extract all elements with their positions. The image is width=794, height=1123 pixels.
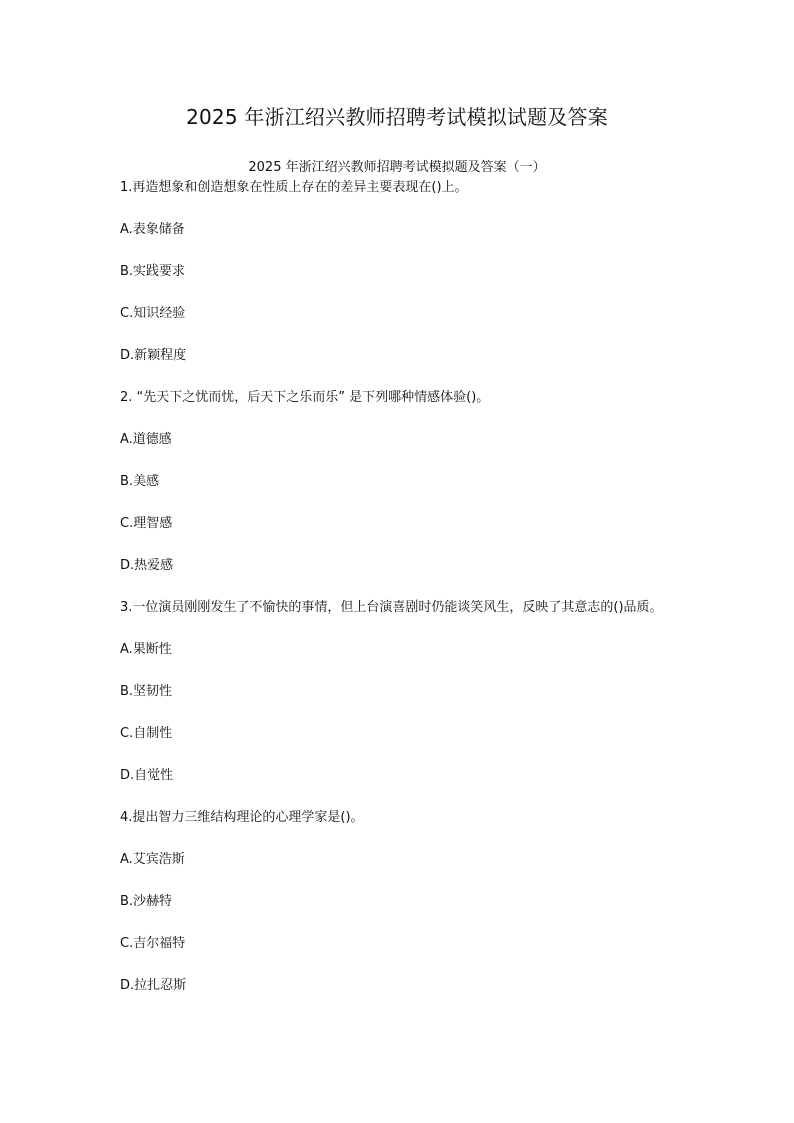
question-1 [120,178,680,388]
option-b: B.坚韧性 [120,684,173,699]
option-c: C.知识经验 [120,306,186,321]
question-4 [120,808,680,995]
page-title: 2025 年浙江绍兴教师招聘考试模拟试题及答案 [186,105,608,129]
option-b: B.美感 [120,474,160,489]
option-a: A.艾宾浩斯 [120,852,185,867]
option-c: C.自制性 [120,726,173,741]
option-c: C.理智感 [120,516,173,531]
option-d: D.自觉性 [120,768,174,783]
option-a: A.表象储备 [120,222,185,237]
question-text: 1.再造想象和创造想象在性质上存在的差异主要表现在()上。 [120,180,468,195]
option-d: D.热爱感 [120,558,174,573]
question-text: 2. “先天下之忧而忧，后天下之乐而乐” 是下列哪种情感体验()。 [120,390,490,405]
question-3 [120,598,680,808]
option-b: B.沙赫特 [120,894,173,909]
option-a: A.果断性 [120,642,172,657]
question-text: 4.提出智力三维结构理论的心理学家是()。 [120,810,364,825]
question-list [120,178,680,995]
section-subtitle: 2025 年浙江绍兴教师招聘考试模拟题及答案（一） [248,160,546,175]
question-text: 3.一位演员刚刚发生了不愉快的事情，但上台演喜剧时仍能谈笑风生，反映了其意志的()品质。 [120,600,663,615]
question-2 [120,388,680,598]
option-b: B.实践要求 [120,264,186,279]
option-a: A.道德感 [120,432,172,447]
option-c: C.吉尔福特 [120,936,186,951]
option-d: D.新颖程度 [120,348,187,363]
option-d: D.拉扎忍斯 [120,978,187,993]
